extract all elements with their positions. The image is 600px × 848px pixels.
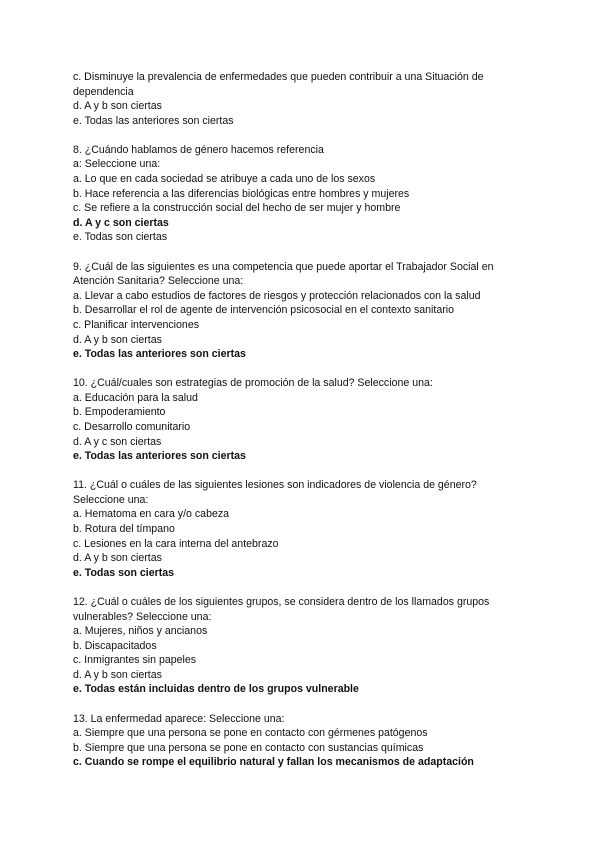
- option-line: d. A y b son ciertas: [73, 333, 162, 346]
- option-line: d. A y b son ciertas: [73, 668, 162, 681]
- option-line: c. Desarrollo comunitario: [73, 420, 191, 433]
- option-line: b. Desarrollar el rol de agente de intervención psicosocial en el contexto sanitario: [73, 304, 455, 317]
- option-line: b. Empoderamiento: [73, 406, 166, 419]
- question-text-line: 10. ¿Cuál/cuales son estrategias de promoción de la salud? Seleccione una:: [73, 377, 433, 390]
- option-line: d. A y b son ciertas: [73, 552, 162, 565]
- document-page: [73, 70, 533, 784]
- question-block-q10: [73, 376, 533, 464]
- correct-answer-line: c. Cuando se rompe el equilibrio natural y fallan los mecanismos de adaptación: [73, 756, 474, 769]
- option-line: a. Llevar a cabo estudios de factores de riesgos y protección relacionados con la salud: [73, 289, 481, 302]
- option-line: a. Educación para la salud: [73, 391, 198, 404]
- question-text-line: 13. La enfermedad aparece: Seleccione una:: [73, 712, 285, 725]
- option-line: c. Lesiones en la cara interna del antebrazo: [73, 537, 279, 550]
- option-line: c. Inmigrantes sin papeles: [73, 654, 197, 667]
- option-line: dependencia: [73, 85, 134, 98]
- question-block-q13: [73, 712, 533, 770]
- option-line: e. Todas son ciertas: [73, 231, 168, 244]
- correct-answer-line: e. Todas son ciertas: [73, 566, 175, 579]
- option-line: a: Seleccione una:: [73, 158, 161, 171]
- correct-answer-line: d. A y c son ciertas: [73, 216, 169, 229]
- option-line: Seleccione una:: [73, 493, 149, 506]
- question-block-q8: [73, 143, 533, 245]
- option-line: Atención Sanitaria? Seleccione una:: [73, 275, 244, 288]
- question-text-line: 11. ¿Cuál o cuáles de las siguientes lesiones son indicadores de violencia de género?: [73, 479, 477, 492]
- question-block-q11: [73, 478, 533, 580]
- option-line: a. Lo que en cada sociedad se atribuye a cada uno de los sexos: [73, 173, 376, 186]
- option-line: b. Siempre que una persona se pone en contacto con sustancias químicas: [73, 741, 424, 754]
- question-block-q12: [73, 595, 533, 697]
- option-line: b. Hace referencia a las diferencias biológicas entre hombres y mujeres: [73, 187, 410, 200]
- question-text-line: 8. ¿Cuándo hablamos de género hacemos referencia: [73, 143, 324, 156]
- question-text-line: 9. ¿Cuál de las siguientes es una competencia que puede aportar el Trabajador Social en: [73, 260, 494, 273]
- option-line: c. Se refiere a la construcción social del hecho de ser mujer y hombre: [73, 202, 401, 215]
- option-line: a. Siempre que una persona se pone en contacto con gérmenes patógenos: [73, 727, 428, 740]
- question-block-q9: [73, 260, 533, 362]
- correct-answer-line: e. Todas están incluidas dentro de los grupos vulnerable: [73, 683, 359, 696]
- option-line: a. Mujeres, niños y ancianos: [73, 625, 208, 638]
- option-line: e. Todas las anteriores son ciertas: [73, 114, 234, 127]
- option-line: a. Hematoma en cara y/o cabeza: [73, 508, 230, 521]
- option-line: vulnerables? Seleccione una:: [73, 610, 212, 623]
- question-block-q7-tail: [73, 70, 533, 128]
- option-line: b. Rotura del tímpano: [73, 523, 175, 536]
- correct-answer-line: e. Todas las anteriores son ciertas: [73, 348, 246, 361]
- correct-answer-line: e. Todas las anteriores son ciertas: [73, 450, 246, 463]
- option-line: b. Discapacitados: [73, 639, 157, 652]
- question-text-line: c. Disminuye la prevalencia de enfermedades que pueden contribuir a una Situación de: [73, 71, 484, 83]
- option-line: c. Planificar intervenciones: [73, 318, 200, 331]
- option-line: d. A y c son ciertas: [73, 435, 162, 448]
- question-text-line: 12. ¿Cuál o cuáles de los siguientes grupos, se considera dentro de los llamados grupos: [73, 595, 490, 608]
- option-line: d. A y b son ciertas: [73, 100, 162, 113]
